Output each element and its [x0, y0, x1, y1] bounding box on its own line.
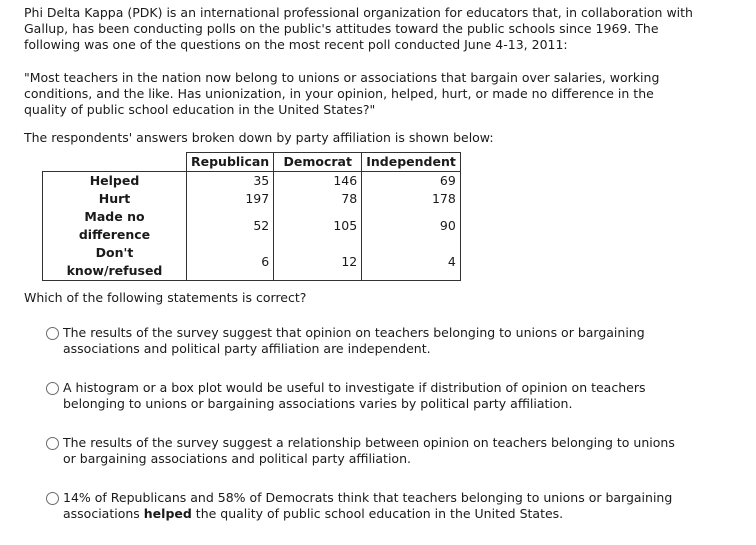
intro-paragraph: Phi Delta Kappa (PDK) is an international professional organization for educators that, in collaboration with Gallup, has been conducting polls on the public's attitudes toward the public schools since 1969. The following was one of the questions on the most recent poll conducted June 4-13, 2011: — [24, 5, 693, 52]
cell-value: 35 — [187, 172, 274, 191]
radio-button-3[interactable] — [46, 437, 59, 450]
cell-value: 6 — [187, 244, 274, 281]
answer-option-text: The results of the survey suggest that opinion on teachers belonging to unions or bargaining associations and political party affiliation are independent. — [63, 325, 645, 356]
row-label-hurt: Hurt — [43, 190, 187, 208]
cell-value: 197 — [187, 190, 274, 208]
radio-button-1[interactable] — [46, 327, 59, 340]
table-header-row — [43, 153, 461, 172]
radio-button-4[interactable] — [46, 492, 59, 505]
row-label-dont-know: Don't know/refused — [43, 244, 187, 281]
answer-option-2[interactable] — [46, 380, 724, 412]
answer-option-3[interactable] — [46, 435, 724, 467]
answer-option-4[interactable] — [46, 490, 724, 522]
answer-option-text-end: the quality of public school education in the United States. — [191, 506, 564, 521]
table-corner-cell — [43, 153, 187, 172]
cell-value: 78 — [274, 190, 362, 208]
table-row — [43, 190, 461, 208]
cell-value: 146 — [274, 172, 362, 191]
column-header-democrat: Democrat — [274, 153, 362, 172]
answer-option-text — [63, 490, 683, 522]
table-row — [43, 172, 461, 191]
row-label-helped: Helped — [43, 172, 187, 191]
row-label-no-difference: Made no difference — [43, 208, 187, 244]
answer-option-text: A histogram or a box plot would be useful to investigate if distribution of opinion on teachers belonging to unions or bargaining associations varies by political party affiliation. — [63, 380, 646, 411]
cell-value: 90 — [362, 208, 461, 244]
question-prompt: Which of the following statements is correct? — [24, 290, 307, 305]
column-header-independent: Independent — [362, 153, 461, 172]
emphasis-helped: helped — [143, 506, 192, 521]
cell-value: 12 — [274, 244, 362, 281]
table-intro-text: The respondents' answers broken down by party affiliation is shown below: — [24, 130, 494, 145]
cell-value: 4 — [362, 244, 461, 281]
answer-option-text: The results of the survey suggest a relationship between opinion on teachers belonging to unions or bargaining associations and political party affiliation. — [63, 435, 675, 466]
cell-value: 178 — [362, 190, 461, 208]
results-table — [42, 152, 461, 281]
poll-question-quote: "Most teachers in the nation now belong to unions or associations that bargain over salaries, working conditions, and the like. Has unionization, in your opinion, helped, hurt, or made no difference in the quality of public school education in the United States?" — [24, 70, 660, 117]
cell-value: 52 — [187, 208, 274, 244]
answer-option-1[interactable] — [46, 325, 724, 357]
cell-value: 105 — [274, 208, 362, 244]
table-row — [43, 244, 461, 281]
table-row — [43, 208, 461, 244]
cell-value: 69 — [362, 172, 461, 191]
question-content — [24, 5, 724, 545]
column-header-republican: Republican — [187, 153, 274, 172]
answer-options — [46, 325, 724, 522]
answer-option-text-start: 14% of Republicans and 58% of Democrats think that teachers belonging to unions or bargaining associations — [63, 490, 673, 521]
radio-button-2[interactable] — [46, 382, 59, 395]
